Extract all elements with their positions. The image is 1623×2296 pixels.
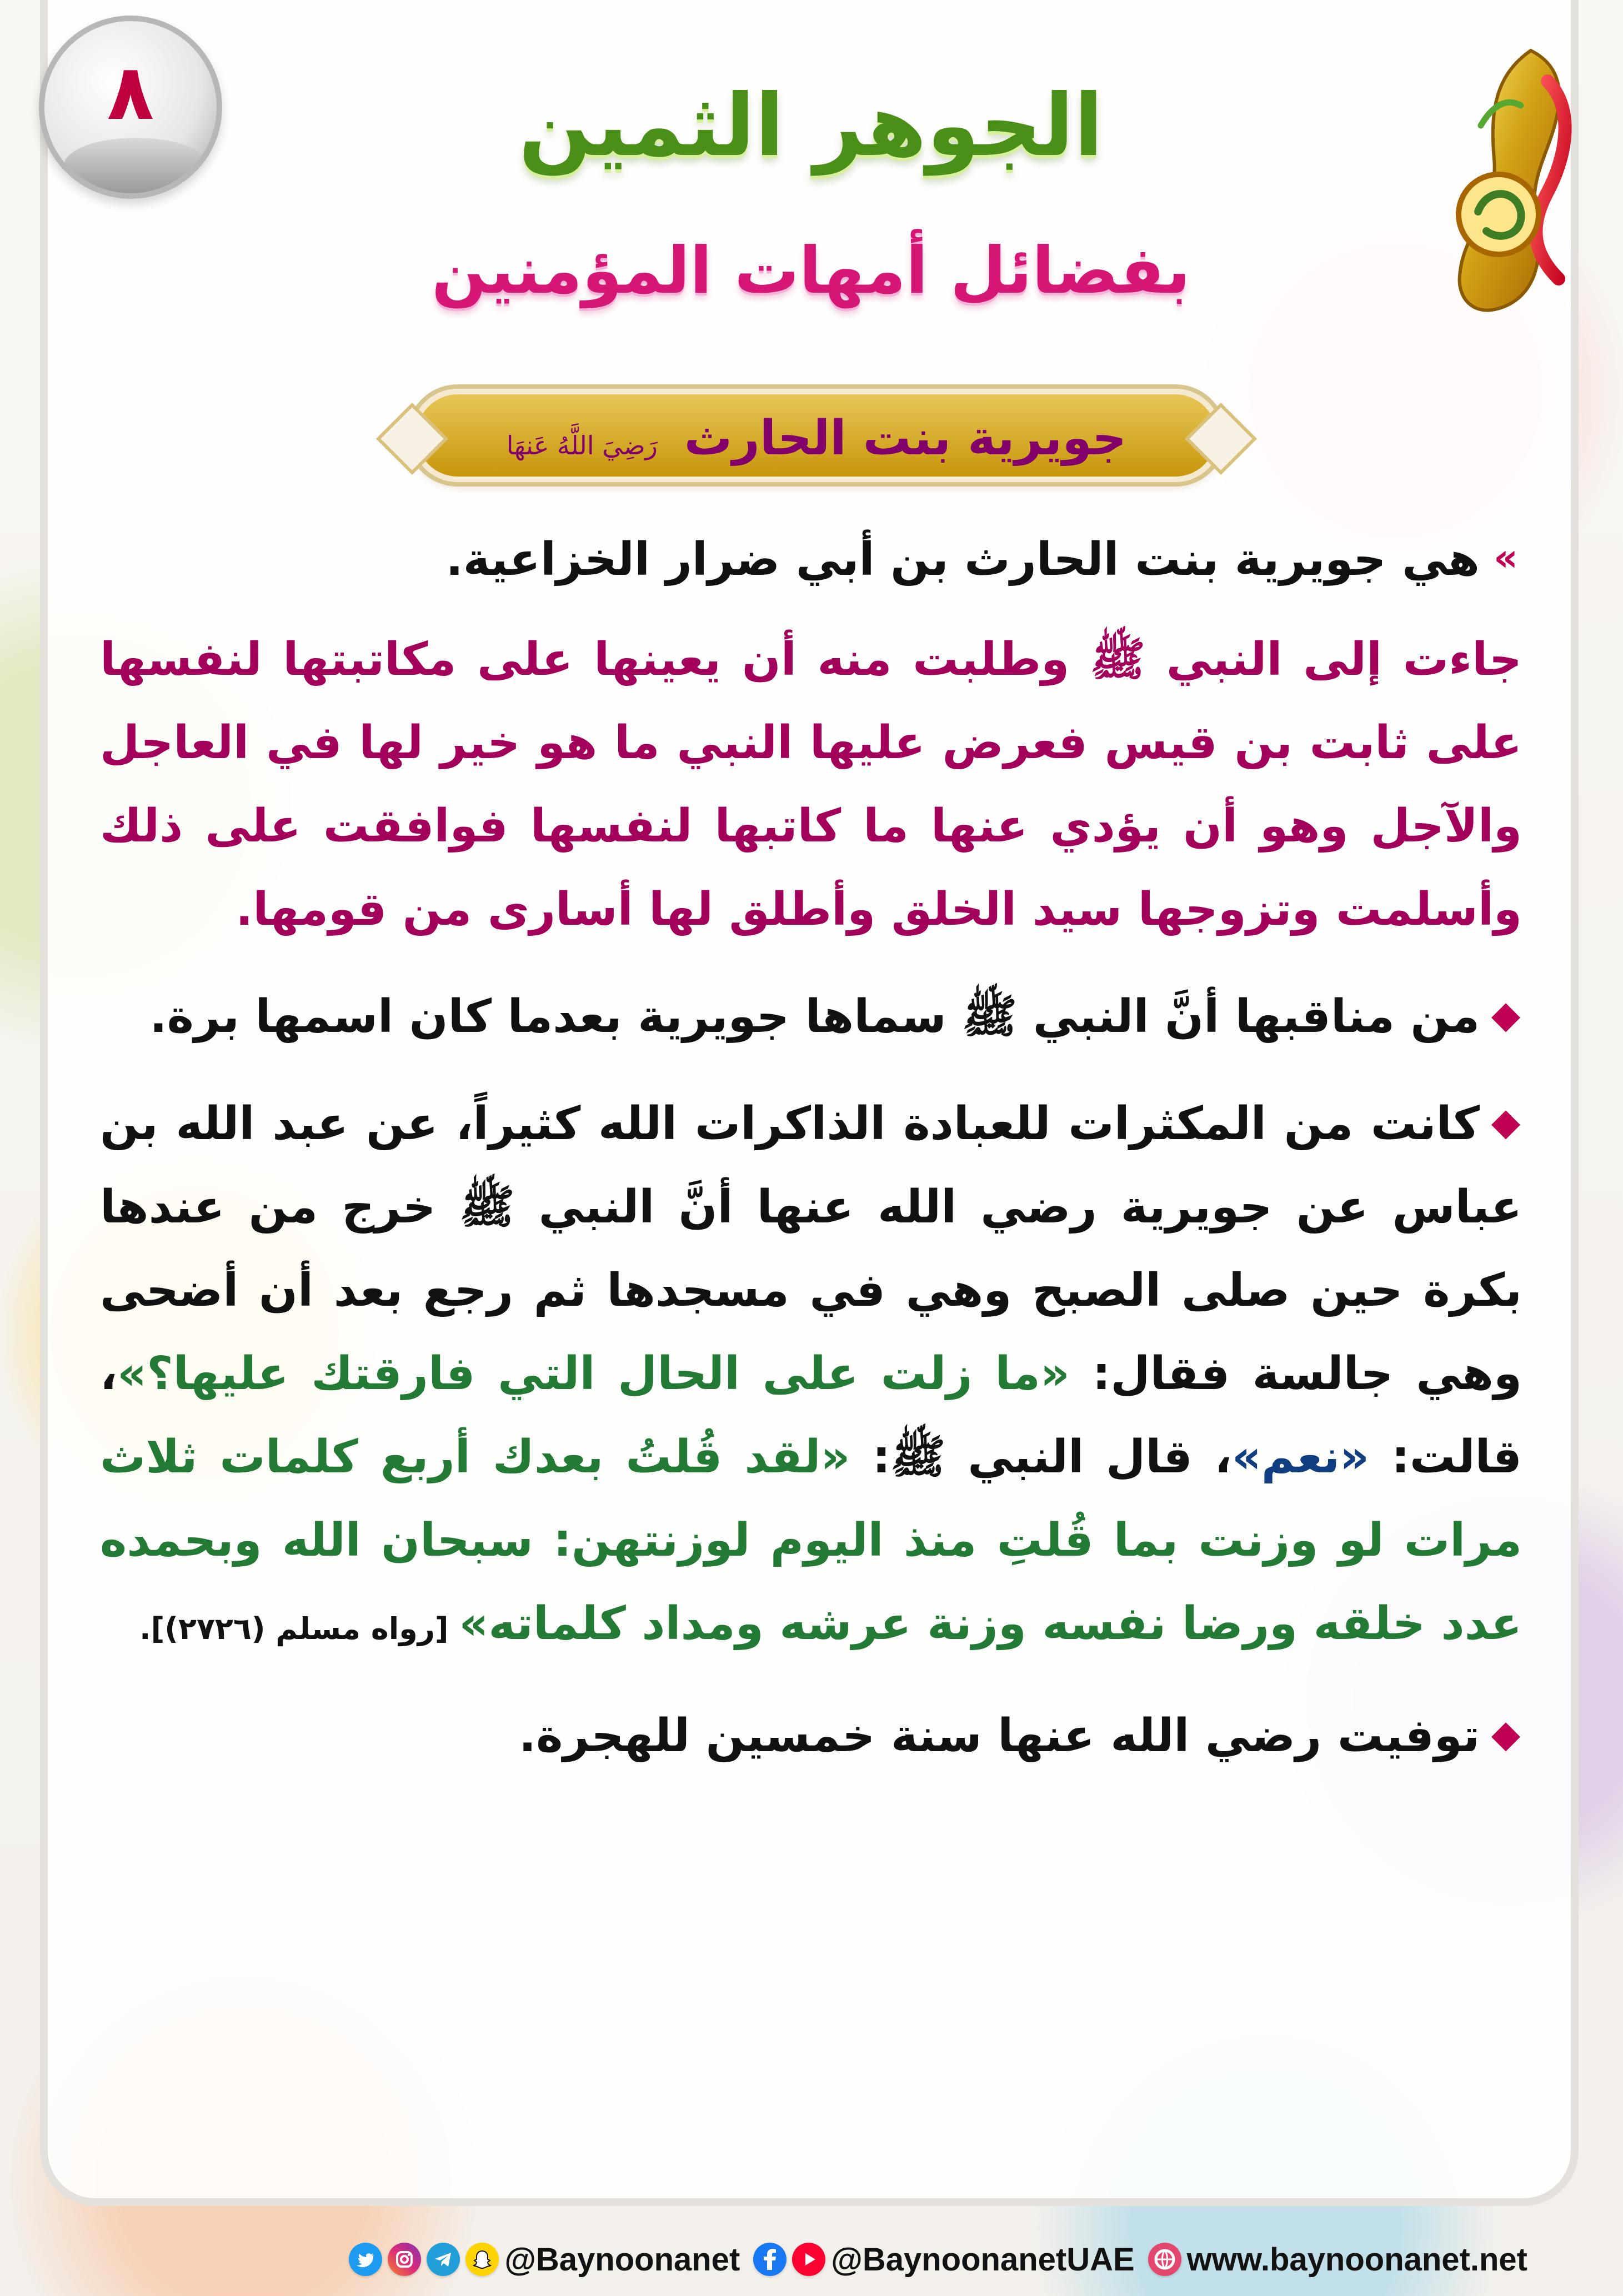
page-number-badge xyxy=(39,16,222,199)
bullet-point-1-text: من مناقبها أنَّ النبي ﷺ سماها جويرية بعدما كان اسمها برة. xyxy=(149,990,1480,1043)
brand-logo xyxy=(1447,42,1586,314)
instagram-icon[interactable] xyxy=(388,2243,421,2276)
bullet-point-3 xyxy=(100,1693,1522,1778)
hadith-quote-1: «ما زلت على الحال التي فارقتك عليها؟» xyxy=(117,1347,1070,1400)
web-icon[interactable] xyxy=(1148,2243,1181,2276)
hadith-quote-3: «لقد قُلتُ بعدك أربع كلمات ثلاث مرات لو وزنت بما قُلتِ منذ اليوم لوزنتهن: سبحان الله وبحمده عدد خلقه ورضا نفسه وزنة عرشه ومداد كلماته» xyxy=(100,1431,1522,1650)
social-handle-1[interactable]: @Baynoonanet xyxy=(504,2241,740,2278)
section-name: جويرية بنت الحارث xyxy=(684,410,1127,466)
section-ribbon xyxy=(411,389,1222,482)
intro-text: هي جويرية بنت الحارث بن أبي ضرار الخزاعية. xyxy=(445,533,1480,586)
website-group[interactable] xyxy=(1148,2241,1527,2278)
story-paragraph: جاءت إلى النبي ﷺ وطلبت منه أن يعينها على مكاتبتها لنفسها على ثابت بن قيس فعرض عليها النبي ما هو خير لها في العاجل والآجل وهو أن يؤدي عنها ما كاتبها لنفسها فوافقت على ذلك وأسلمت وتزوجها سيد الخلق وأطلق لها أسارى من قومها. xyxy=(100,633,1522,936)
social-footer xyxy=(94,2232,1527,2287)
bullet-point-2-text-2: ، قالت: xyxy=(100,1347,1522,1483)
page-number: ٨ xyxy=(107,48,154,137)
handle-2-group[interactable] xyxy=(753,2241,1134,2278)
bullet-point-2 xyxy=(100,1081,1522,1671)
facebook-icon[interactable] xyxy=(753,2243,787,2276)
handle-1-group[interactable] xyxy=(349,2241,740,2278)
section-title xyxy=(417,410,1216,467)
social-handle-2[interactable]: @BaynoonanetUAE xyxy=(831,2241,1135,2278)
website-link[interactable]: www.baynoonanet.net xyxy=(1186,2241,1527,2278)
article-body xyxy=(100,517,1522,2016)
snapchat-icon[interactable] xyxy=(465,2243,499,2276)
twitter-icon[interactable] xyxy=(349,2243,382,2276)
bullet-point-1 xyxy=(100,974,1522,1059)
book-subtitle: بفضائل أمهات المؤمنين xyxy=(432,233,1190,308)
section-honorific: رَضِيَ اللَّهُ عَنهَا xyxy=(506,430,658,460)
bullet-point-2-text-1: كانت من المكثرات للعبادة الذاكرات الله كثيراً، عن عبد الله بن عباس عن جويرية رضي الله عنها أنَّ النبي ﷺ خرج من عندها بكرة حين صلى الصبح وهي في مسجدها ثم رجع بعد أن أضحى وهي جالسة فقال: xyxy=(100,1097,1522,1400)
bullet-point-3-text: توفيت رضي الله عنها سنة خمسين للهجرة. xyxy=(518,1710,1480,1762)
intro-bullet: » xyxy=(1494,536,1518,580)
bullet-point-1-marker: ◆ xyxy=(1491,993,1521,1037)
youtube-icon[interactable] xyxy=(792,2243,825,2276)
bullet-point-3-marker: ◆ xyxy=(1491,1712,1521,1756)
book-title: الجوهر الثمين xyxy=(518,76,1104,176)
hadith-source: [رواه مسلم (٢٧٢٦)]. xyxy=(139,1611,459,1646)
intro-paragraph xyxy=(100,517,1522,601)
bullet-point-2-text-3: ، قال النبي ﷺ: xyxy=(850,1431,1232,1483)
telegram-icon[interactable] xyxy=(427,2243,460,2276)
bullet-point-2-marker: ◆ xyxy=(1491,1100,1521,1144)
hadith-quote-2: «نعم» xyxy=(1231,1431,1370,1483)
